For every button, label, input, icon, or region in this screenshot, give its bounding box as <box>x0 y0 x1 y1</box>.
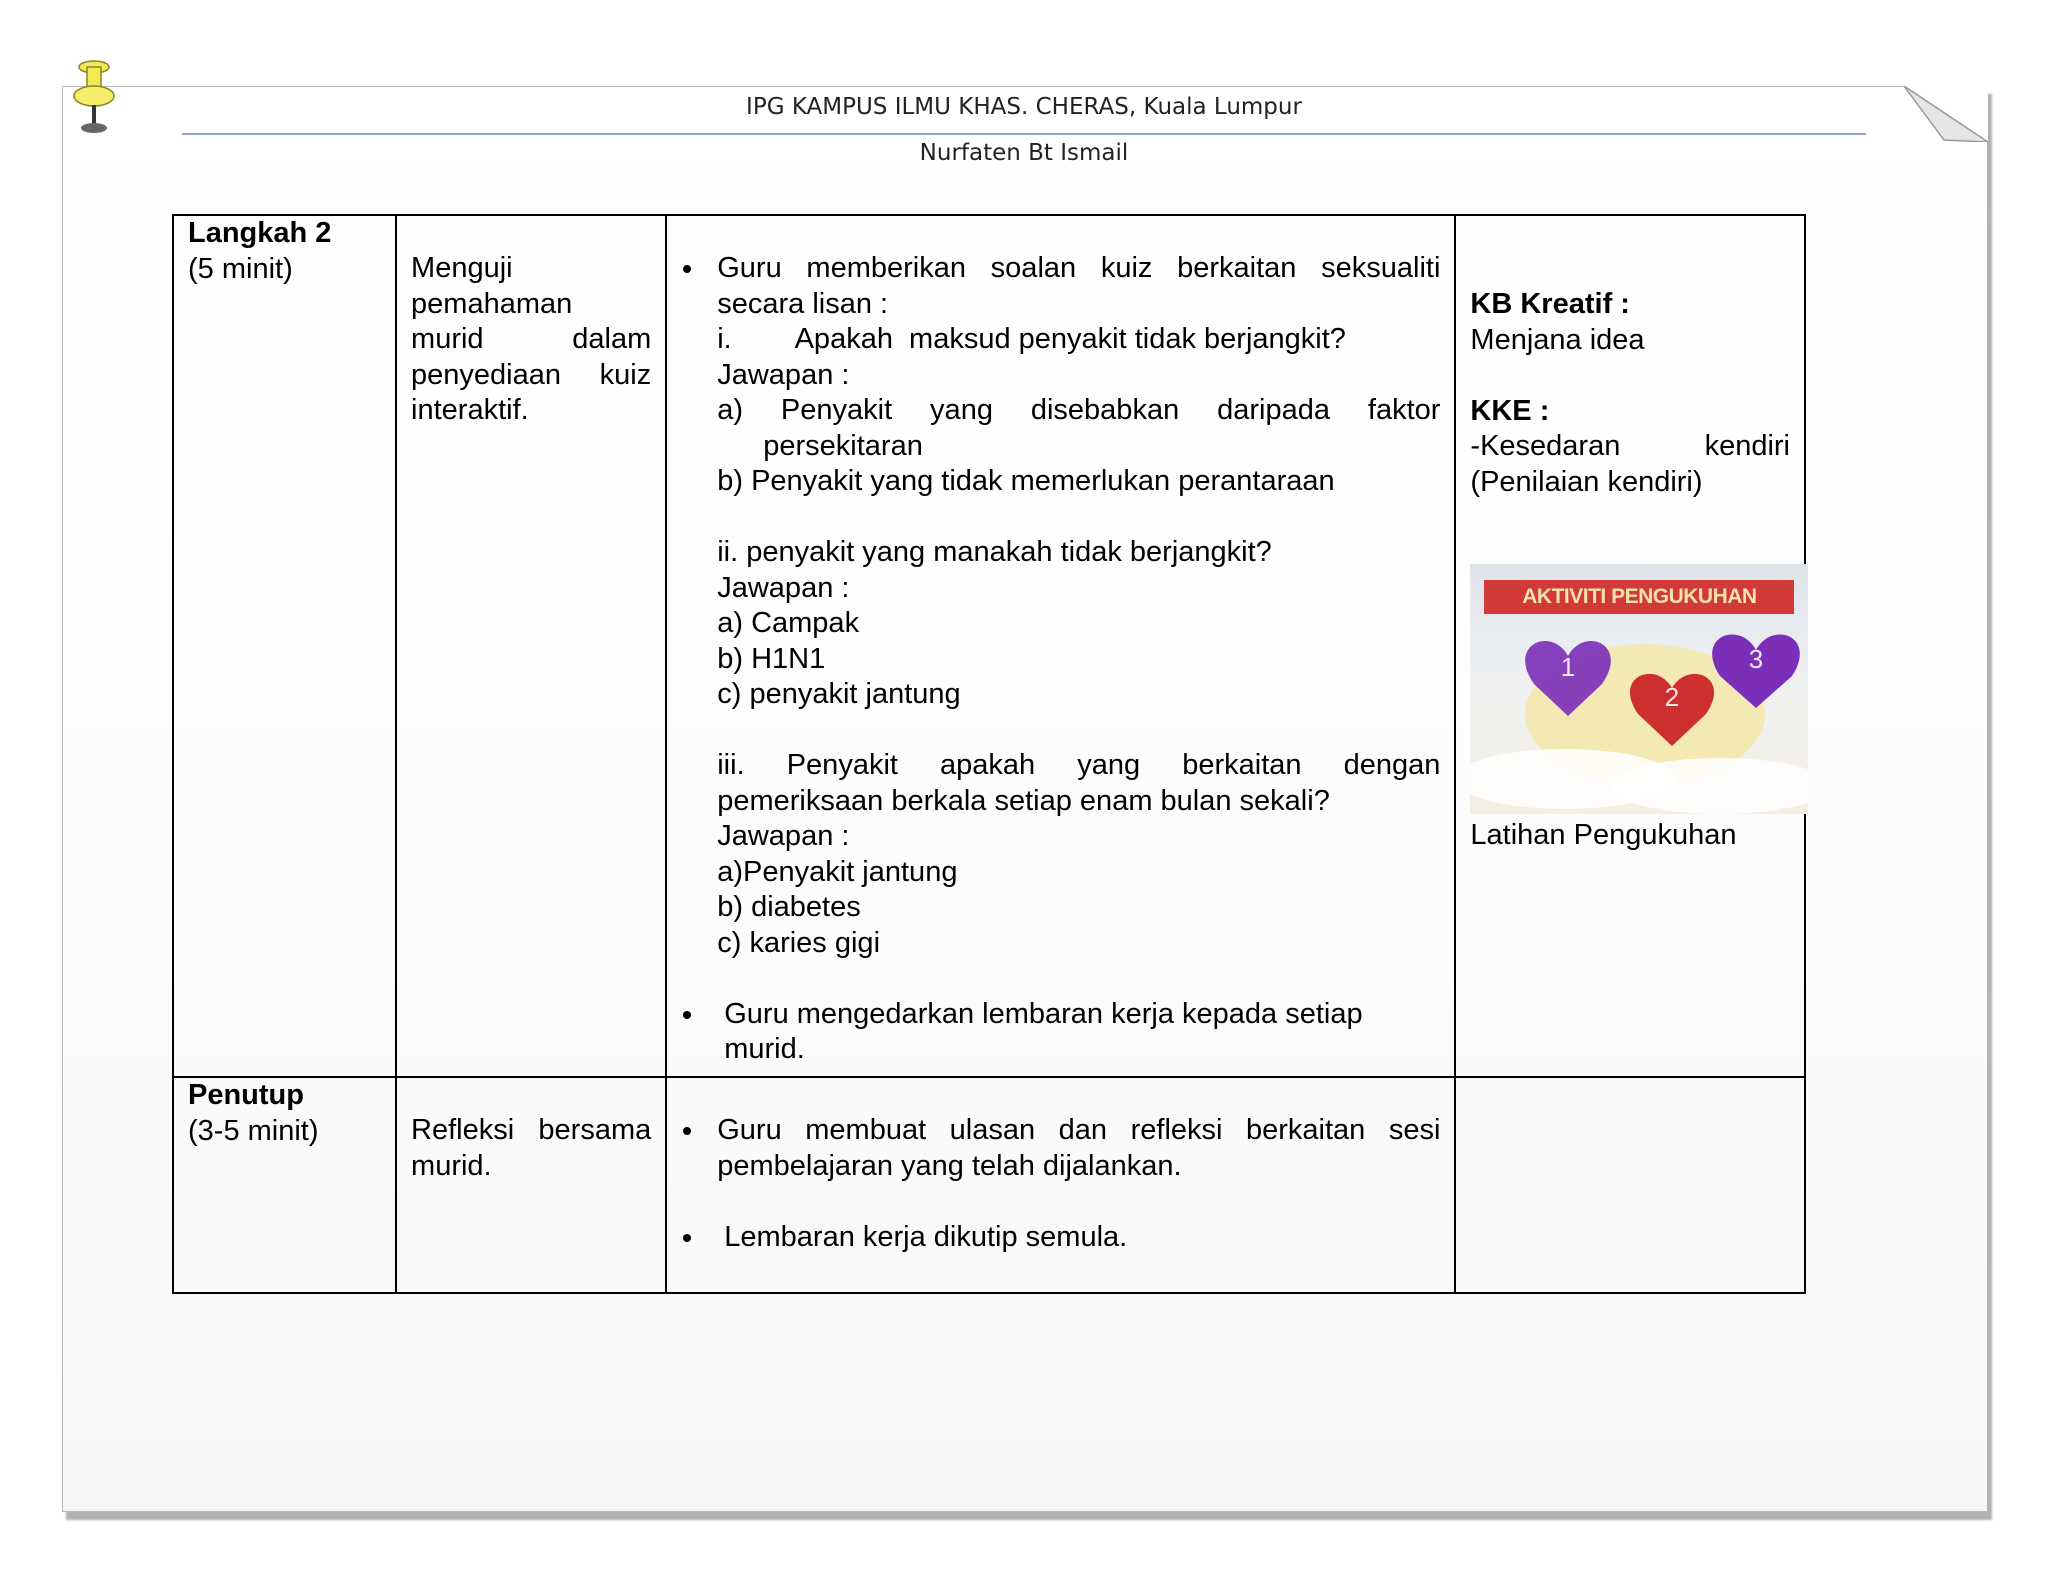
kb-title: KB Kreatif : <box>1470 288 1630 320</box>
document-header-title: IPG KAMPUS ILMU KHAS. CHERAS, Kuala Lumpur <box>746 94 1302 120</box>
objective-cell <box>396 215 666 1077</box>
notes-cell <box>1455 215 1805 1077</box>
activity-bullet: Guru membuat ulasan dan refleksi berkaitan sesi <box>681 1113 1440 1149</box>
quiz-question-3: iii. Penyakit apakah yang berkaitan dengan <box>717 749 1441 781</box>
answer-option: persekitaran <box>763 429 923 462</box>
step-time: (5 minit) <box>188 252 293 285</box>
activity-cell <box>666 1077 1455 1293</box>
step-title: Langkah 2 <box>188 217 332 249</box>
image-banner: AKTIVITI PENGUKUHAN <box>1484 580 1794 614</box>
objective-line: Refleksi bersama <box>411 1114 652 1146</box>
step-title: Penutup <box>188 1079 304 1111</box>
answer-option: c) penyakit jantung <box>717 678 961 710</box>
quiz-question-3-cont: pemeriksaan berkala setiap enam bulan sekali? <box>717 784 1330 817</box>
quiz-question-1: i. Apakah maksud penyakit tidak berjangkit? <box>717 323 1346 355</box>
lesson-plan-table <box>172 214 1806 1294</box>
quiz-question-2: ii. penyakit yang manakah tidak berjangkit? <box>717 536 1272 568</box>
notes-cell <box>1455 1077 1805 1293</box>
objective-cell <box>396 1077 666 1293</box>
objective-line: interaktif. <box>411 394 529 426</box>
activity-line: secara lisan : <box>717 287 889 320</box>
kke-line: -Kesedaran kendiri <box>1470 430 1790 462</box>
answer-option: a) Penyakit yang disebabkan daripada faktor <box>717 394 1441 426</box>
activity-cell <box>666 215 1455 1077</box>
kb-value: Menjana idea <box>1470 323 1645 356</box>
objective-line: penyediaan kuiz <box>411 358 652 391</box>
kke-line: (Penilaian kendiri) <box>1470 465 1703 498</box>
step-time: (3-5 minit) <box>188 1114 319 1147</box>
answer-option: a)Penyakit jantung <box>717 855 958 888</box>
table-row <box>173 1077 1805 1293</box>
step-cell <box>173 1077 396 1293</box>
heart-number: 3 <box>1749 644 1764 674</box>
answer-label: Jawapan : <box>717 820 850 852</box>
objective-line: murid dalam <box>411 323 652 355</box>
answer-option: b) Penyakit yang tidak memerlukan perantaraan <box>717 465 1335 497</box>
image-caption: Latihan Pengukuhan <box>1470 819 1737 851</box>
heart-number: 1 <box>1561 652 1576 682</box>
answer-label: Jawapan : <box>717 571 850 604</box>
objective-line: murid. <box>411 1149 492 1182</box>
activity-bullet: Guru mengedarkan lembaran kerja kepada setiap <box>681 997 1440 1033</box>
header-divider <box>182 133 1866 135</box>
answer-option: a) Campak <box>717 607 860 639</box>
activity-bullet: Lembaran kerja dikutip semula. <box>681 1220 1440 1256</box>
step-cell <box>173 215 396 1077</box>
objective-line: pemahaman <box>411 287 573 320</box>
table-row <box>173 215 1805 1077</box>
answer-label: Jawapan : <box>717 358 850 391</box>
answer-option: c) karies gigi <box>717 926 881 959</box>
activity-line: murid. <box>724 1033 805 1065</box>
activity-bullet: Guru memberikan soalan kuiz berkaitan seksualiti <box>681 251 1440 287</box>
activity-image <box>1470 564 1808 814</box>
objective-line: Menguji <box>411 252 513 284</box>
answer-option: b) H1N1 <box>717 642 826 675</box>
document-header-subtitle: Nurfaten Bt Ismail <box>919 140 1129 166</box>
answer-option: b) diabetes <box>717 891 861 923</box>
activity-line: pembelajaran yang telah dijalankan. <box>717 1149 1182 1182</box>
heart-number: 2 <box>1665 682 1680 712</box>
kke-title: KKE : <box>1470 394 1550 427</box>
